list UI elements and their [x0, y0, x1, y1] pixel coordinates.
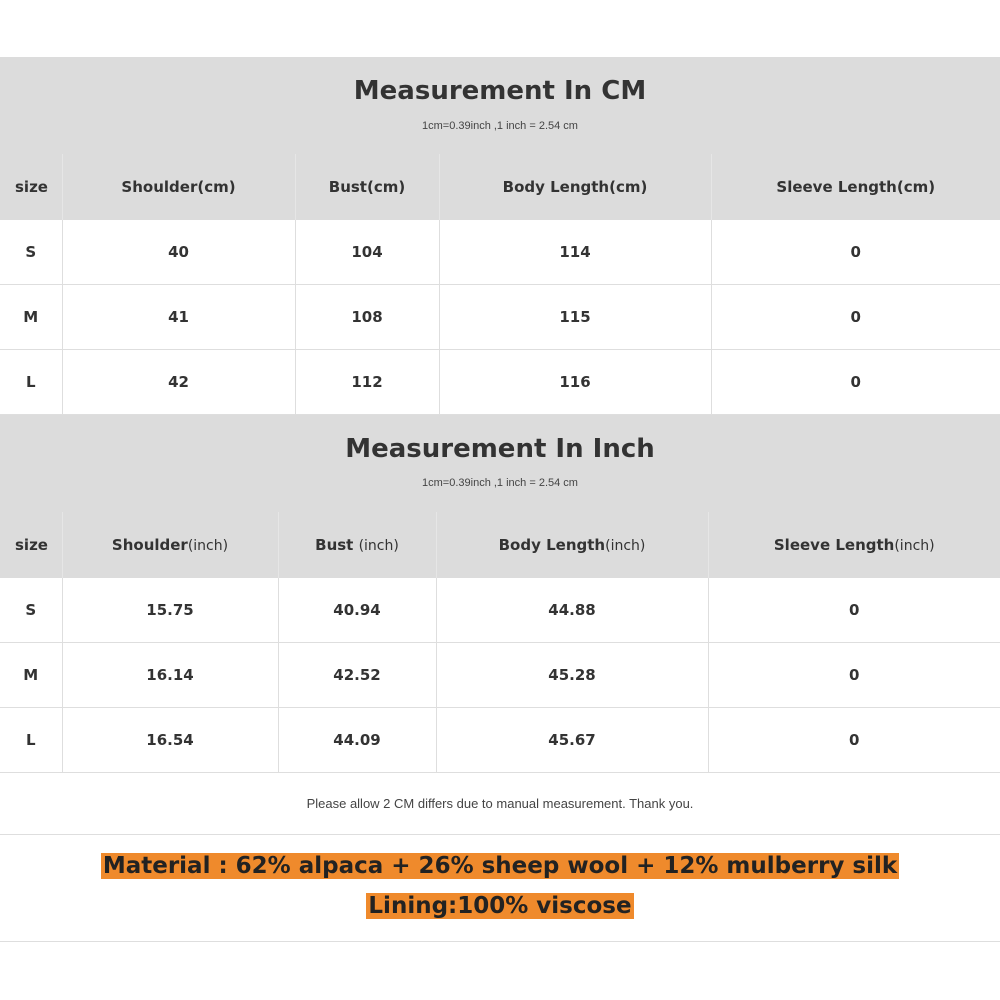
- inch-header-shoulder: [62, 512, 278, 578]
- header-label: Sleeve Length(cm): [776, 178, 936, 196]
- header-unit: (inch): [187, 538, 229, 554]
- size-cell: M: [0, 643, 62, 708]
- header-label: Bust: [315, 536, 359, 554]
- body-length-cell: 44.88: [436, 578, 708, 643]
- header-unit: (inch): [605, 538, 646, 554]
- cm-header-sleeve-length: [711, 154, 1000, 220]
- sleeve-length-cell: 0: [711, 285, 1000, 350]
- body-length-cell: 114: [439, 220, 711, 285]
- table-row: [0, 220, 1000, 285]
- header-label: Shoulder(cm): [121, 178, 236, 196]
- shoulder-cell: 42: [62, 350, 295, 415]
- material-composition: Material : 62% alpaca + 26% sheep wool + 12% mulberry silk: [102, 853, 898, 879]
- header-label: Shoulder: [111, 536, 188, 554]
- bust-cell: 42.52: [278, 643, 436, 708]
- sleeve-length-cell: 0: [708, 708, 1000, 773]
- lining-line: [0, 890, 1000, 922]
- table-row: [0, 350, 1000, 415]
- table-row: [0, 708, 1000, 773]
- size-cell: L: [0, 708, 62, 773]
- bust-cell: 104: [295, 220, 439, 285]
- cm-size-table: [0, 154, 1000, 415]
- header-label: Sleeve Length: [773, 536, 895, 554]
- material-line: [0, 850, 1000, 882]
- shoulder-cell: 16.54: [62, 708, 278, 773]
- size-cell: M: [0, 285, 62, 350]
- cm-header-size: [0, 154, 62, 220]
- header-unit: (inch): [894, 538, 935, 554]
- shoulder-cell: 41: [62, 285, 295, 350]
- sleeve-length-cell: 0: [708, 643, 1000, 708]
- sleeve-length-cell: 0: [708, 578, 1000, 643]
- lining-composition: Lining:100% viscose: [368, 893, 632, 919]
- header-label: size: [15, 178, 48, 196]
- size-cell: S: [0, 578, 62, 643]
- bust-cell: 40.94: [278, 578, 436, 643]
- inch-header-sleeve-length: [708, 512, 1000, 578]
- bust-cell: 108: [295, 285, 439, 350]
- shoulder-cell: 16.14: [62, 643, 278, 708]
- inch-header-body-length: [436, 512, 708, 578]
- cm-header-body-length: [439, 154, 711, 220]
- header-label: size: [15, 536, 48, 554]
- bust-cell: 112: [295, 350, 439, 415]
- sleeve-length-cell: 0: [711, 350, 1000, 415]
- inch-header-size: [0, 512, 62, 578]
- header-unit: (inch): [358, 538, 399, 554]
- cm-conversion-note: 1cm=0.39inch ,1 inch = 2.54 cm: [422, 120, 578, 132]
- shoulder-cell: 40: [62, 220, 295, 285]
- inch-header-bust: [278, 512, 436, 578]
- inch-header-row: [0, 512, 1000, 578]
- header-label: Bust(cm): [328, 178, 406, 196]
- table-row: [0, 578, 1000, 643]
- header-label: Body Length(cm): [502, 178, 648, 196]
- body-length-cell: 116: [439, 350, 711, 415]
- inch-section-title: Measurement In Inch: [345, 434, 655, 464]
- size-cell: L: [0, 350, 62, 415]
- body-length-cell: 45.67: [436, 708, 708, 773]
- header-label: Body Length: [498, 536, 606, 554]
- table-row: [0, 643, 1000, 708]
- material-info: [0, 850, 1000, 930]
- size-cell: S: [0, 220, 62, 285]
- body-length-cell: 115: [439, 285, 711, 350]
- shoulder-cell: 15.75: [62, 578, 278, 643]
- table-row: [0, 285, 1000, 350]
- sleeve-length-cell: 0: [711, 220, 1000, 285]
- cm-header-shoulder: [62, 154, 295, 220]
- cm-section-title: Measurement In CM: [353, 76, 647, 106]
- cm-header-row: [0, 154, 1000, 220]
- measurement-disclaimer: Please allow 2 CM differs due to manual measurement. Thank you.: [0, 774, 1000, 835]
- inch-size-table: [0, 512, 1000, 773]
- cm-header-bust: [295, 154, 439, 220]
- bust-cell: 44.09: [278, 708, 436, 773]
- divider: [0, 941, 1000, 942]
- body-length-cell: 45.28: [436, 643, 708, 708]
- inch-conversion-note: 1cm=0.39inch ,1 inch = 2.54 cm: [422, 477, 578, 489]
